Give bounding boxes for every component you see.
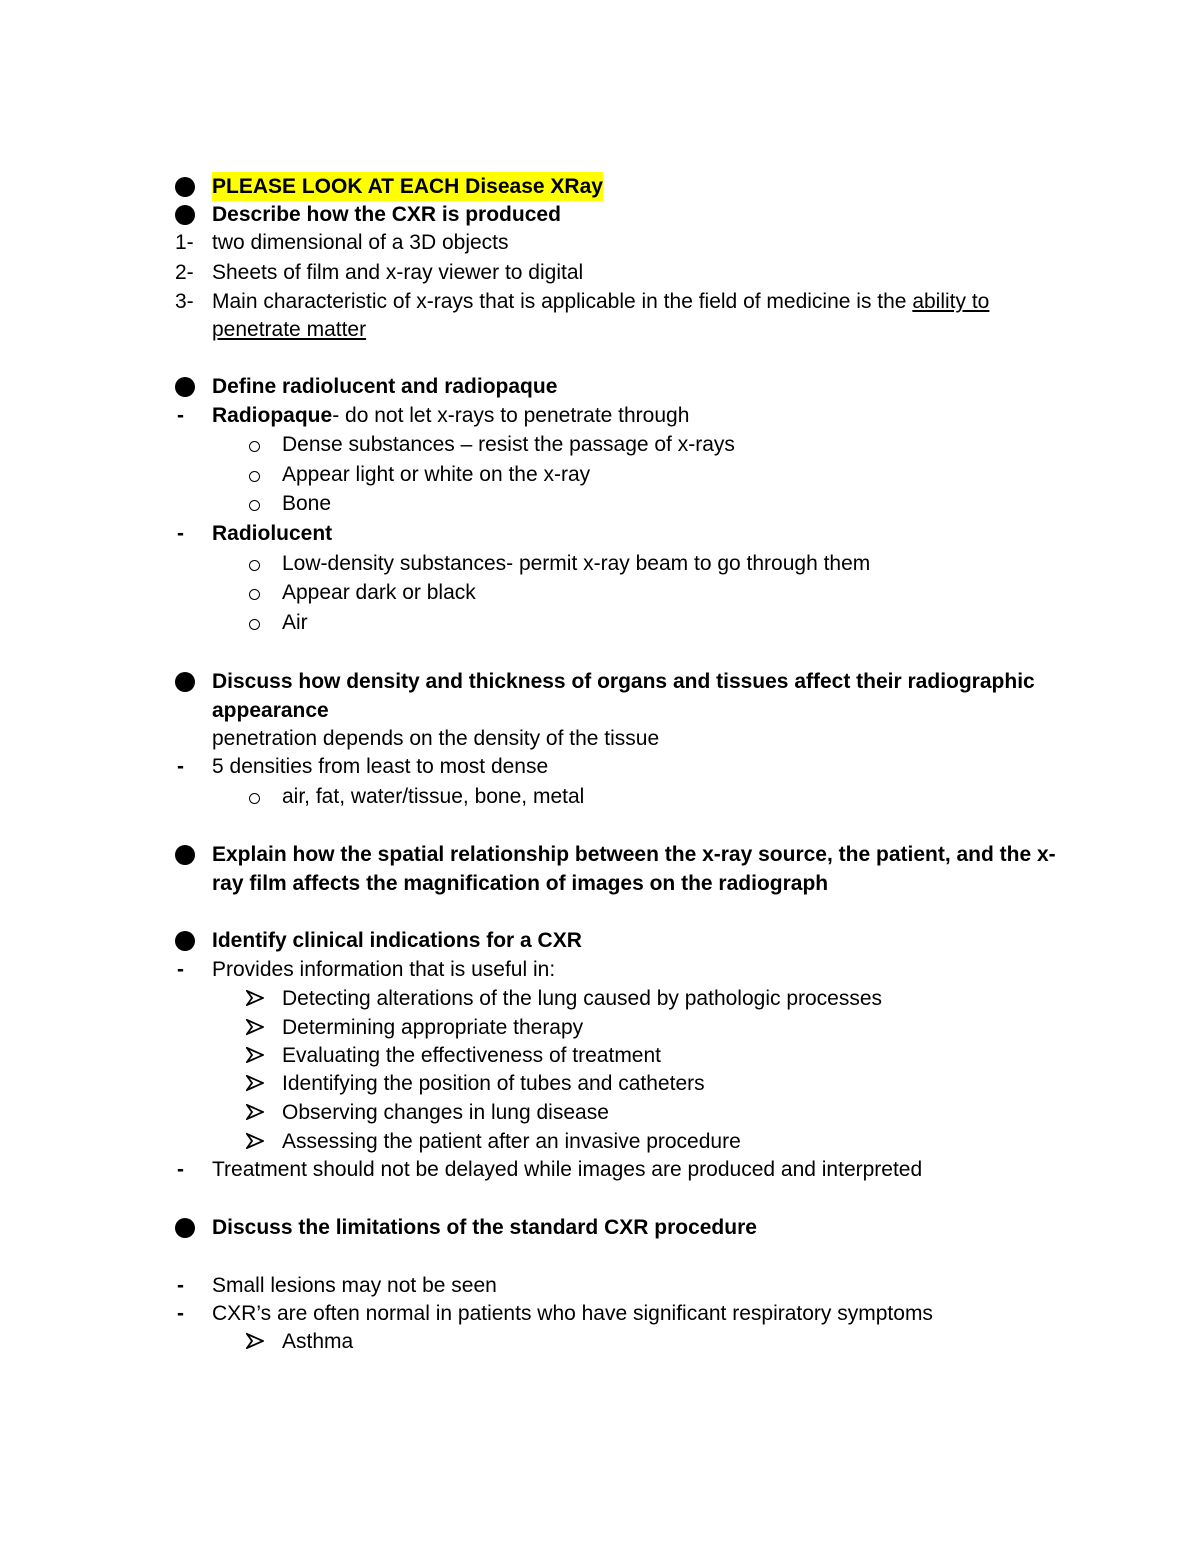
item-text: Treatment should not be delayed while images are produced and interpreted bbox=[212, 1158, 923, 1181]
arrow-bullet-icon bbox=[246, 1041, 264, 1070]
dash-marker: - bbox=[177, 522, 184, 545]
item-text: Provides information that is useful in: bbox=[212, 958, 556, 981]
bullet-dot-icon bbox=[175, 672, 195, 692]
arrow-item bbox=[0, 1013, 1200, 1042]
arrow-item-text: Asthma bbox=[282, 1330, 354, 1353]
sub-item-text: Appear light or white on the x-ray bbox=[282, 463, 591, 486]
item-text: Sheets of film and x-ray viewer to digital bbox=[212, 261, 584, 284]
arrow-item bbox=[0, 1098, 1200, 1127]
heading-define bbox=[0, 372, 1200, 401]
heading-look bbox=[0, 172, 1200, 201]
heading-define-text: Define radiolucent and radiopaque bbox=[212, 375, 558, 398]
sub-item-text: Dense substances – resist the passage of x-rays bbox=[282, 433, 735, 456]
heading-density-text: Discuss how density and thickness of organs and tissues affect their radiographic bbox=[212, 670, 1035, 693]
sub-item bbox=[0, 460, 1200, 489]
item-text bbox=[212, 287, 989, 316]
arrow-item bbox=[0, 1069, 1200, 1098]
arrow-item-text: Detecting alterations of the lung caused by pathologic processes bbox=[282, 987, 883, 1010]
radiopaque-desc: - do not let x-rays to penetrate through bbox=[332, 404, 690, 427]
dash-item-radiolucent bbox=[0, 519, 1200, 548]
arrow-bullet-icon bbox=[246, 1127, 264, 1156]
item-text-underlined: penetrate matter bbox=[212, 318, 367, 341]
radiolucent-label: Radiolucent bbox=[212, 522, 333, 545]
dash-marker: - bbox=[177, 404, 184, 427]
arrow-bullet-icon bbox=[246, 1327, 264, 1356]
item-text-pre: Main characteristic of x-rays that is applicable in the field of medicine is the bbox=[212, 290, 913, 313]
heading-look-text: PLEASE LOOK AT EACH Disease XRay bbox=[212, 172, 603, 201]
arrow-item bbox=[0, 1041, 1200, 1070]
dash-marker: - bbox=[177, 958, 184, 981]
heading-density-text: appearance bbox=[212, 699, 329, 722]
bullet-dot-icon bbox=[175, 377, 195, 397]
dash-item-radiopaque bbox=[0, 401, 1200, 430]
circle-bullet-icon bbox=[249, 793, 260, 804]
dash-item bbox=[0, 752, 1200, 781]
sub-item bbox=[0, 489, 1200, 518]
item-number: 2- bbox=[175, 261, 194, 284]
arrow-item bbox=[0, 1327, 1200, 1356]
item-text-underlined: ability to bbox=[912, 290, 990, 313]
heading-limitations-text: Discuss the limitations of the standard CXR procedure bbox=[212, 1216, 757, 1239]
heading-spatial-text: Explain how the spatial relationship between the x-ray source, the patient, and the x- bbox=[212, 843, 1056, 866]
arrow-item-text: Assessing the patient after an invasive procedure bbox=[282, 1130, 741, 1153]
dash-marker: - bbox=[177, 1302, 184, 1325]
heading-limitations bbox=[0, 1213, 1200, 1242]
circle-bullet-icon bbox=[249, 560, 260, 571]
item-number: 3- bbox=[175, 290, 194, 313]
sub-item bbox=[0, 782, 1200, 811]
item-number: 1- bbox=[175, 231, 194, 254]
circle-bullet-icon bbox=[249, 589, 260, 600]
circle-bullet-icon bbox=[249, 500, 260, 511]
sub-item bbox=[0, 549, 1200, 578]
arrow-item-text: Identifying the position of tubes and catheters bbox=[282, 1072, 705, 1095]
dash-item bbox=[0, 955, 1200, 984]
bullet-dot-icon bbox=[175, 205, 195, 225]
list-item bbox=[0, 287, 1200, 316]
heading-density-continued bbox=[0, 696, 1200, 725]
heading-spatial bbox=[0, 840, 1200, 869]
heading-describe-text: Describe how the CXR is produced bbox=[212, 203, 561, 226]
dash-marker: - bbox=[177, 755, 184, 778]
list-item bbox=[0, 228, 1200, 257]
dash-marker: - bbox=[177, 1274, 184, 1297]
sub-item-text: Bone bbox=[282, 492, 332, 515]
circle-bullet-icon bbox=[249, 471, 260, 482]
arrow-bullet-icon bbox=[246, 1013, 264, 1042]
heading-indications-text: Identify clinical indications for a CXR bbox=[212, 929, 582, 952]
bullet-dot-icon bbox=[175, 177, 195, 197]
dash-item bbox=[0, 1155, 1200, 1184]
heading-spatial-text: ray film affects the magnification of images on the radiograph bbox=[212, 872, 829, 895]
circle-bullet-icon bbox=[249, 619, 260, 630]
sub-item bbox=[0, 608, 1200, 637]
arrow-item bbox=[0, 984, 1200, 1013]
paragraph-text: penetration depends on the density of the tissue bbox=[212, 727, 660, 750]
arrow-item bbox=[0, 1127, 1200, 1156]
dash-item bbox=[0, 1271, 1200, 1300]
heading-density bbox=[0, 667, 1200, 696]
arrow-bullet-icon bbox=[246, 984, 264, 1013]
arrow-item-text: Evaluating the effectiveness of treatment bbox=[282, 1044, 662, 1067]
list-item-continued bbox=[0, 315, 1200, 344]
radiopaque-label: Radiopaque bbox=[212, 404, 333, 427]
item-text: Small lesions may not be seen bbox=[212, 1274, 497, 1297]
sub-item bbox=[0, 578, 1200, 607]
paragraph bbox=[0, 724, 1200, 753]
sub-item-text: Low-density substances- permit x-ray beam to go through them bbox=[282, 552, 871, 575]
arrow-bullet-icon bbox=[246, 1069, 264, 1098]
sub-item-text: air, fat, water/tissue, bone, metal bbox=[282, 785, 585, 808]
arrow-item-text: Observing changes in lung disease bbox=[282, 1101, 609, 1124]
bullet-dot-icon bbox=[175, 845, 195, 865]
circle-bullet-icon bbox=[249, 441, 260, 452]
heading-indications bbox=[0, 926, 1200, 955]
dash-marker: - bbox=[177, 1158, 184, 1181]
arrow-item-text: Determining appropriate therapy bbox=[282, 1016, 584, 1039]
item-text: 5 densities from least to most dense bbox=[212, 755, 549, 778]
sub-item-text: Appear dark or black bbox=[282, 581, 476, 604]
arrow-bullet-icon bbox=[246, 1098, 264, 1127]
item-text bbox=[212, 401, 689, 430]
bullet-dot-icon bbox=[175, 931, 195, 951]
heading-describe bbox=[0, 200, 1200, 229]
sub-item-text: Air bbox=[282, 611, 308, 634]
heading-spatial-continued bbox=[0, 869, 1200, 898]
bullet-dot-icon bbox=[175, 1218, 195, 1238]
item-text: two dimensional of a 3D objects bbox=[212, 231, 509, 254]
list-item bbox=[0, 258, 1200, 287]
item-text: CXR’s are often normal in patients who have significant respiratory symptoms bbox=[212, 1302, 933, 1325]
sub-item bbox=[0, 430, 1200, 459]
dash-item bbox=[0, 1299, 1200, 1328]
